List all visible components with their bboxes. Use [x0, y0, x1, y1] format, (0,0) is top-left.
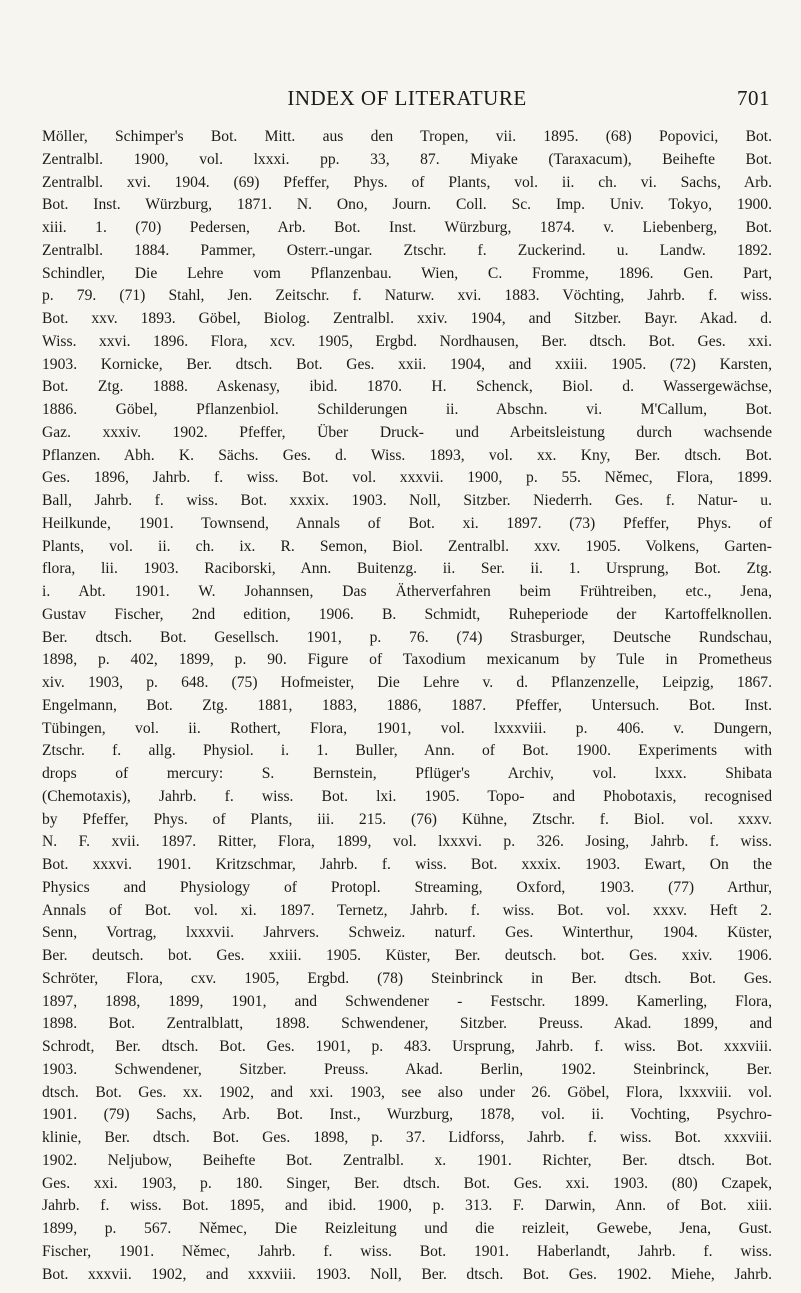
text-line: Fischer, 1901. Němec, Jahrb. f. wiss. Bot. 1901. Haberlandt, Jahrb. f. wiss.: [42, 1242, 772, 1260]
text-line: Wiss. xxvi. 1896. Flora, xcv. 1905, Ergbd. Nordhausen, Ber. dtsch. Bot. Ges. xxi.: [42, 332, 772, 350]
text-line: xiv. 1903, p. 648. (75) Hofmeister, Die Lehre v. d. Pflanzenzelle, Leipzig, 1867.: [42, 674, 772, 691]
text-line: xiii. 1. (70) Pedersen, Arb. Bot. Inst. Würzburg, 1874. v. Liebenberg, Bot.: [42, 219, 772, 236]
text-line: drops of mercury: S. Bernstein, Pflüger's Archiv, vol. lxxx. Shibata: [42, 765, 772, 782]
text-line: Zentralbl. 1884. Pammer, Osterr.-ungar. Ztschr. f. Zuckerind. u. Landw. 1892.: [42, 241, 772, 259]
text-line: klinie, Ber. dtsch. Bot. Ges. 1898, p. 37. Lidforss, Jahrb. f. wiss. Bot. xxxviii.: [42, 1129, 772, 1146]
text-line: Bot. xxxvii. 1902, and xxxviii. 1903. Noll, Ber. dtsch. Bot. Ges. 1902. Miehe, Jahrb.: [42, 1265, 772, 1283]
text-line: 1903. Kornicke, Ber. dtsch. Bot. Ges. xxii. 1904, and xxiii. 1905. (72) Karsten,: [42, 355, 772, 373]
text-line: 1898. Bot. Zentralblatt, 1898. Schwendener, Sitzber. Preuss. Akad. 1899, and: [42, 1015, 772, 1033]
text-line: 1886. Göbel, Pflanzenbiol. Schilderungen ii. Abschn. vi. M'Callum, Bot.: [42, 401, 772, 418]
text-line: flora, lii. 1903. Raciborski, Ann. Buitenzg. ii. Ser. ii. 1. Ursprung, Bot. Ztg.: [42, 560, 772, 578]
page: [42, 86, 772, 1283]
text-line: Senn, Vortrag, lxxxvii. Jahrvers. Schweiz. naturf. Ges. Winterthur, 1904. Küster,: [42, 924, 772, 942]
text-line: Möller, Schimper's Bot. Mitt. aus den Tropen, vii. 1895. (68) Popovici, Bot.: [42, 128, 772, 145]
text-line: Engelmann, Bot. Ztg. 1881, 1883, 1886, 1887. Pfeffer, Untersuch. Bot. Inst.: [42, 696, 772, 714]
text-line: 1897, 1898, 1899, 1901, and Schwendener - Festschr. 1899. Kamerling, Flora,: [42, 992, 772, 1010]
text-line: Schrodt, Ber. dtsch. Bot. Ges. 1901, p. 483. Ursprung, Jahrb. f. wiss. Bot. xxxviii.: [42, 1038, 772, 1055]
literature-text-block: [42, 126, 772, 1286]
text-line: Schindler, Die Lehre vom Pflanzenbau. Wien, C. Fromme, 1896. Gen. Part,: [42, 264, 772, 282]
text-line: 1903. Schwendener, Sitzber. Preuss. Akad. Berlin, 1902. Steinbrinck, Ber.: [42, 1060, 772, 1078]
text-line: Zentralbl. xvi. 1904. (69) Pfeffer, Phys. of Plants, vol. ii. ch. vi. Sachs, Arb.: [42, 173, 772, 191]
text-line: Jahrb. f. wiss. Bot. 1895, and ibid. 1900, p. 313. F. Darwin, Ann. of Bot. xiii.: [42, 1197, 772, 1215]
page-number: 701: [737, 86, 770, 110]
text-line: N. F. xvii. 1897. Ritter, Flora, 1899, vol. lxxxvi. p. 326. Josing, Jahrb. f. wiss.: [42, 833, 772, 851]
text-line: Ber. dtsch. Bot. Gesellsch. 1901, p. 76. (74) Strasburger, Deutsche Rundschau,: [42, 628, 772, 646]
text-line: 1898, p. 402, 1899, p. 90. Figure of Taxodium mexicanum by Tule in Prometheus: [42, 651, 772, 669]
text-line: 1899, p. 567. Němec, Die Reizleitung und die reizleit, Gewebe, Jena, Gust.: [42, 1220, 772, 1237]
text-line: Bot. Inst. Würzburg, 1871. N. Ono, Journ. Coll. Sc. Imp. Univ. Tokyo, 1900.: [42, 196, 772, 214]
text-line: dtsch. Bot. Ges. xx. 1902, and xxi. 1903, see also under 26. Göbel, Flora, lxxxviii. vol.: [42, 1083, 772, 1101]
text-line: Plants, vol. ii. ch. ix. R. Semon, Biol. Zentralbl. xxv. 1905. Volkens, Garten-: [42, 537, 772, 555]
text-line: Gustav Fischer, 2nd edition, 1906. B. Schmidt, Ruheperiode der Kartoffelknollen.: [42, 605, 772, 623]
text-line: i. Abt. 1901. W. Johannsen, Das Ätherverfahren beim Frühtreiben, etc., Jena,: [42, 583, 772, 600]
text-line: Ber. deutsch. bot. Ges. xxiii. 1905. Küster, Ber. deutsch. bot. Ges. xxiv. 1906.: [42, 947, 772, 964]
running-title: INDEX OF LITERATURE: [287, 86, 527, 110]
text-line: by Pfeffer, Phys. of Plants, iii. 215. (76) Kühne, Ztschr. f. Biol. vol. xxxv.: [42, 810, 772, 828]
text-line: Ges. 1896, Jahrb. f. wiss. Bot. vol. xxxvii. 1900, p. 55. Němec, Flora, 1899.: [42, 469, 772, 487]
text-line: Schröter, Flora, cxv. 1905, Ergbd. (78) Steinbrinck in Ber. dtsch. Bot. Ges.: [42, 969, 772, 987]
text-line: Bot. xxv. 1893. Göbel, Biolog. Zentralbl. xxiv. 1904, and Sitzber. Bayr. Akad. d.: [42, 310, 772, 327]
text-line: Heilkunde, 1901. Townsend, Annals of Bot. xi. 1897. (73) Pfeffer, Phys. of: [42, 514, 772, 532]
text-line: 1902. Neljubow, Beihefte Bot. Zentralbl. x. 1901. Richter, Ber. dtsch. Bot.: [42, 1151, 772, 1169]
text-line: Physics and Physiology of Protopl. Streaming, Oxford, 1903. (77) Arthur,: [42, 878, 772, 896]
text-line: Pflanzen. Abh. K. Sächs. Ges. d. Wiss. 1893, vol. xx. Kny, Ber. dtsch. Bot.: [42, 446, 772, 464]
text-line: Zentralbl. 1900, vol. lxxxi. pp. 33, 87. Miyake (Taraxacum), Beihefte Bot.: [42, 150, 772, 168]
text-line: 1901. (79) Sachs, Arb. Bot. Inst., Wurzburg, 1878, vol. ii. Vochting, Psychro-: [42, 1106, 772, 1124]
running-header: [42, 86, 772, 116]
text-line: Ball, Jahrb. f. wiss. Bot. xxxix. 1903. Noll, Sitzber. Niederrh. Ges. f. Natur- u.: [42, 492, 772, 509]
text-line: Annals of Bot. vol. xi. 1897. Ternetz, Jahrb. f. wiss. Bot. vol. xxxv. Heft 2.: [42, 901, 772, 919]
text-line: Bot. xxxvi. 1901. Kritzschmar, Jahrb. f. wiss. Bot. xxxix. 1903. Ewart, On the: [42, 856, 772, 873]
text-line: Tübingen, vol. ii. Rothert, Flora, 1901, vol. lxxxviii. p. 406. v. Dungern,: [42, 719, 772, 737]
text-line: p. 79. (71) Stahl, Jen. Zeitschr. f. Naturw. xvi. 1883. Vöchting, Jahrb. f. wiss.: [42, 287, 772, 305]
text-line: Ztschr. f. allg. Physiol. i. 1. Buller, Ann. of Bot. 1900. Experiments with: [42, 742, 772, 760]
text-line: Gaz. xxxiv. 1902. Pfeffer, Über Druck- und Arbeitsleistung durch wachsende: [42, 423, 772, 441]
text-line: Bot. Ztg. 1888. Askenasy, ibid. 1870. H. Schenck, Biol. d. Wassergewächse,: [42, 378, 772, 396]
text-line: (Chemotaxis), Jahrb. f. wiss. Bot. lxi. 1905. Topo- and Phobotaxis, recognised: [42, 787, 772, 805]
text-line: Ges. xxi. 1903, p. 180. Singer, Ber. dtsch. Bot. Ges. xxi. 1903. (80) Czapek,: [42, 1174, 772, 1192]
